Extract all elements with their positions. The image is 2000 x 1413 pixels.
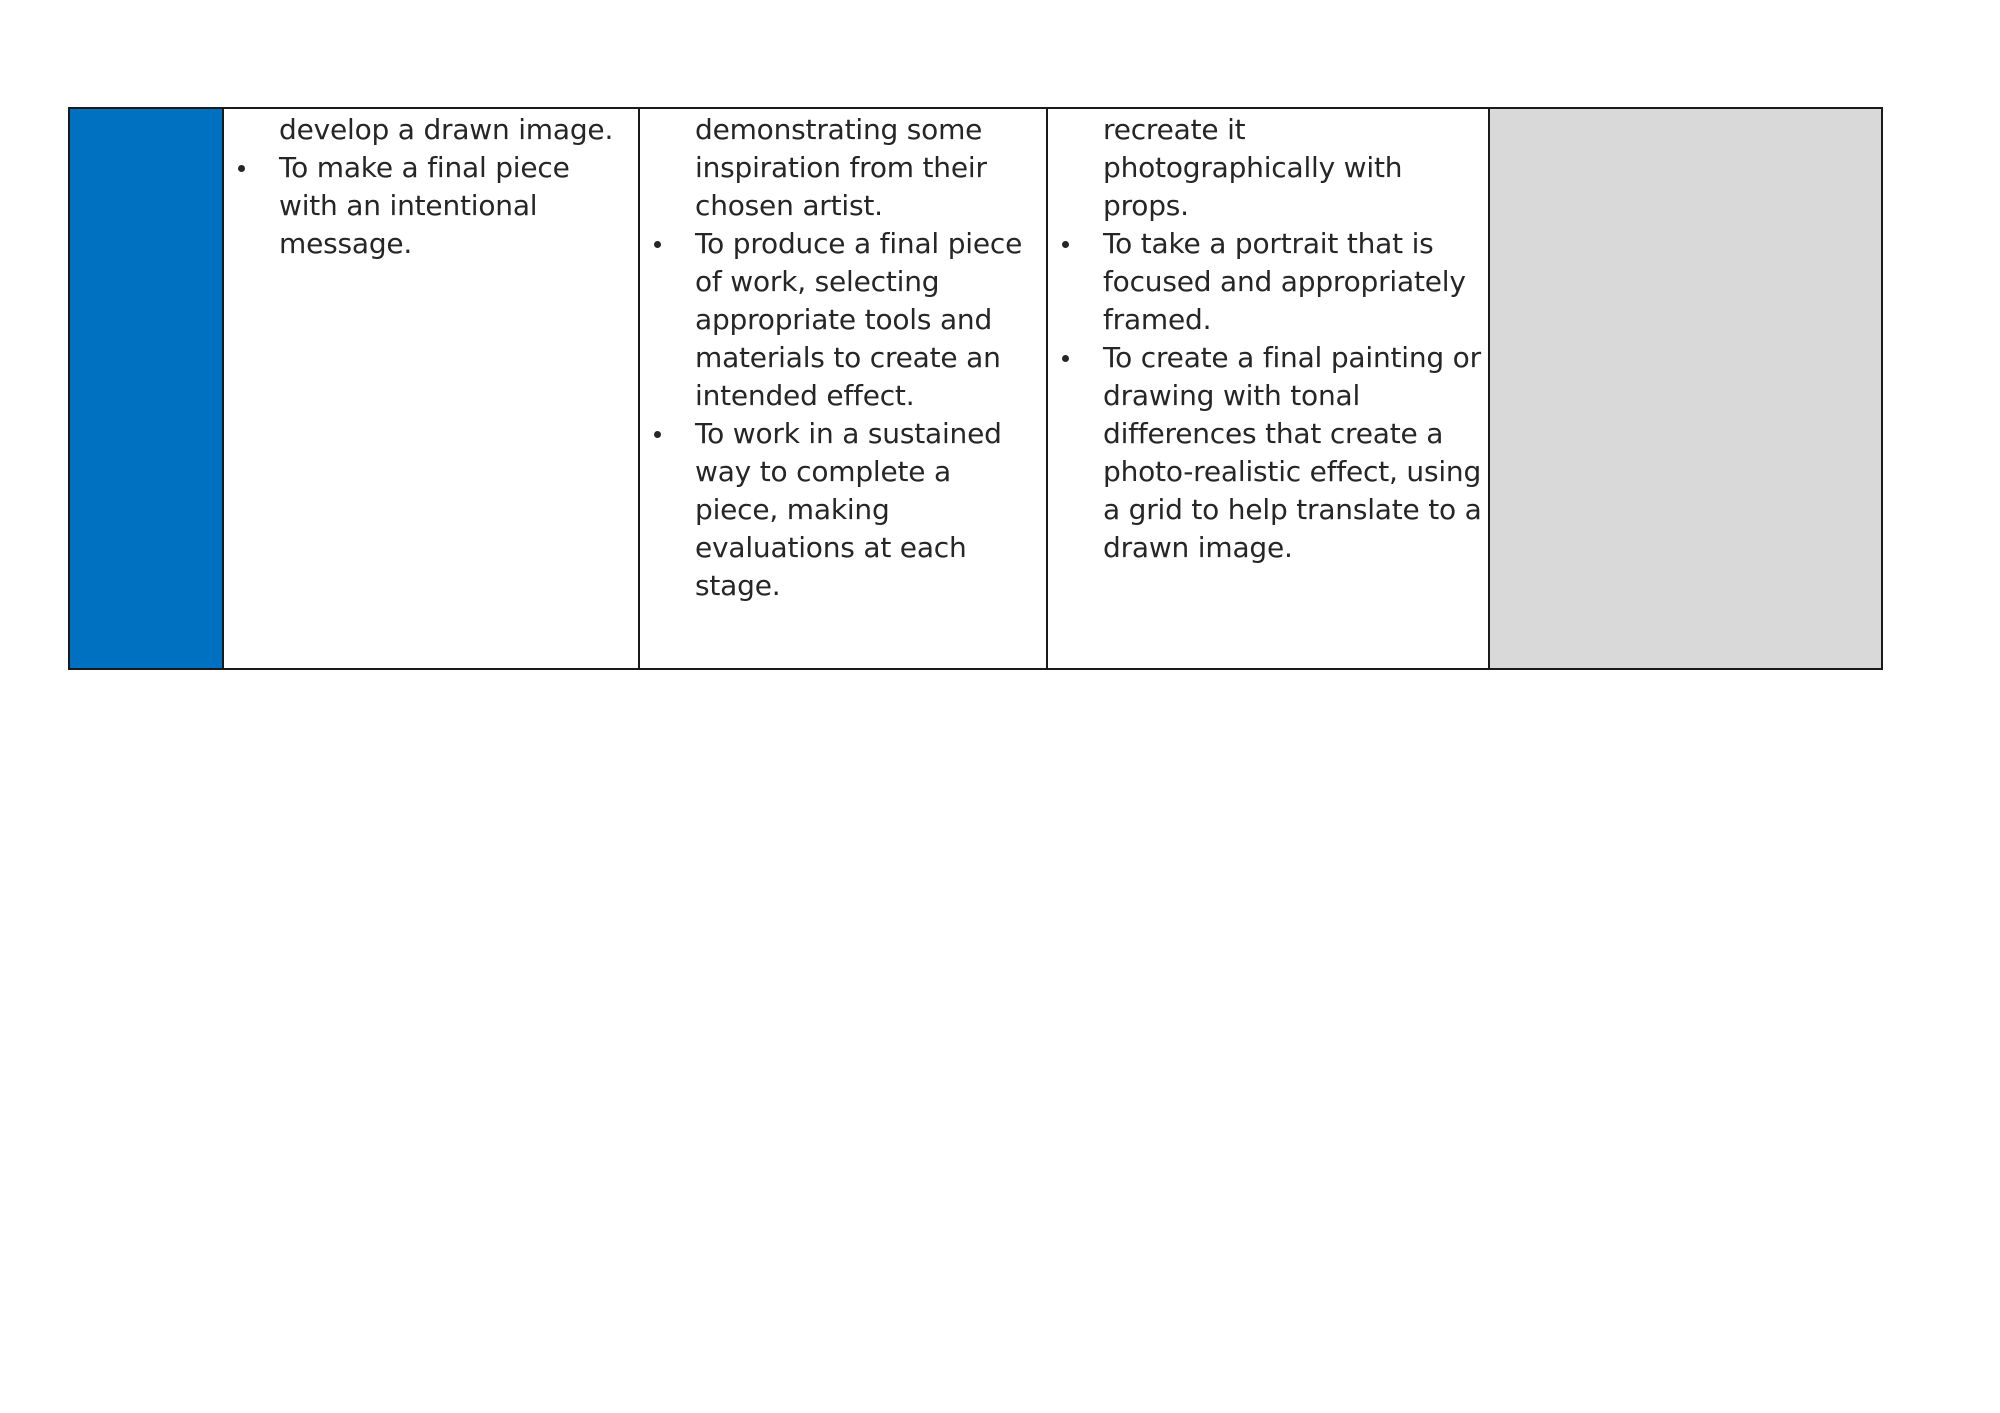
bullet-item: To make a final piece with an intentional message. (224, 149, 638, 263)
curriculum-table (68, 107, 1883, 670)
table-cell-col2 (639, 108, 1047, 669)
bullet-item: To work in a sustained way to complete a piece, making evaluations at each stage. (640, 415, 1046, 605)
continuation-text: demonstrating some inspiration from their chosen artist. (695, 113, 987, 222)
table-cell-col3 (1047, 108, 1489, 669)
bullet-item: To take a portrait that is focused and appropriately framed. (1048, 225, 1488, 339)
continuation-text: recreate it photographically with props. (1103, 113, 1403, 222)
colour-band-cell (69, 108, 223, 669)
continuation-text: develop a drawn image. (279, 113, 614, 146)
table-row (69, 108, 1882, 669)
bullet-item: To produce a final piece of work, selecting appropriate tools and materials to create an intended effect. (640, 225, 1046, 415)
bullet-item: To create a final painting or drawing with tonal differences that create a photo-realistic effect, using a grid to help translate to a drawn image. (1048, 339, 1488, 567)
table-cell-col1 (223, 108, 639, 669)
empty-grey-cell (1489, 108, 1882, 669)
